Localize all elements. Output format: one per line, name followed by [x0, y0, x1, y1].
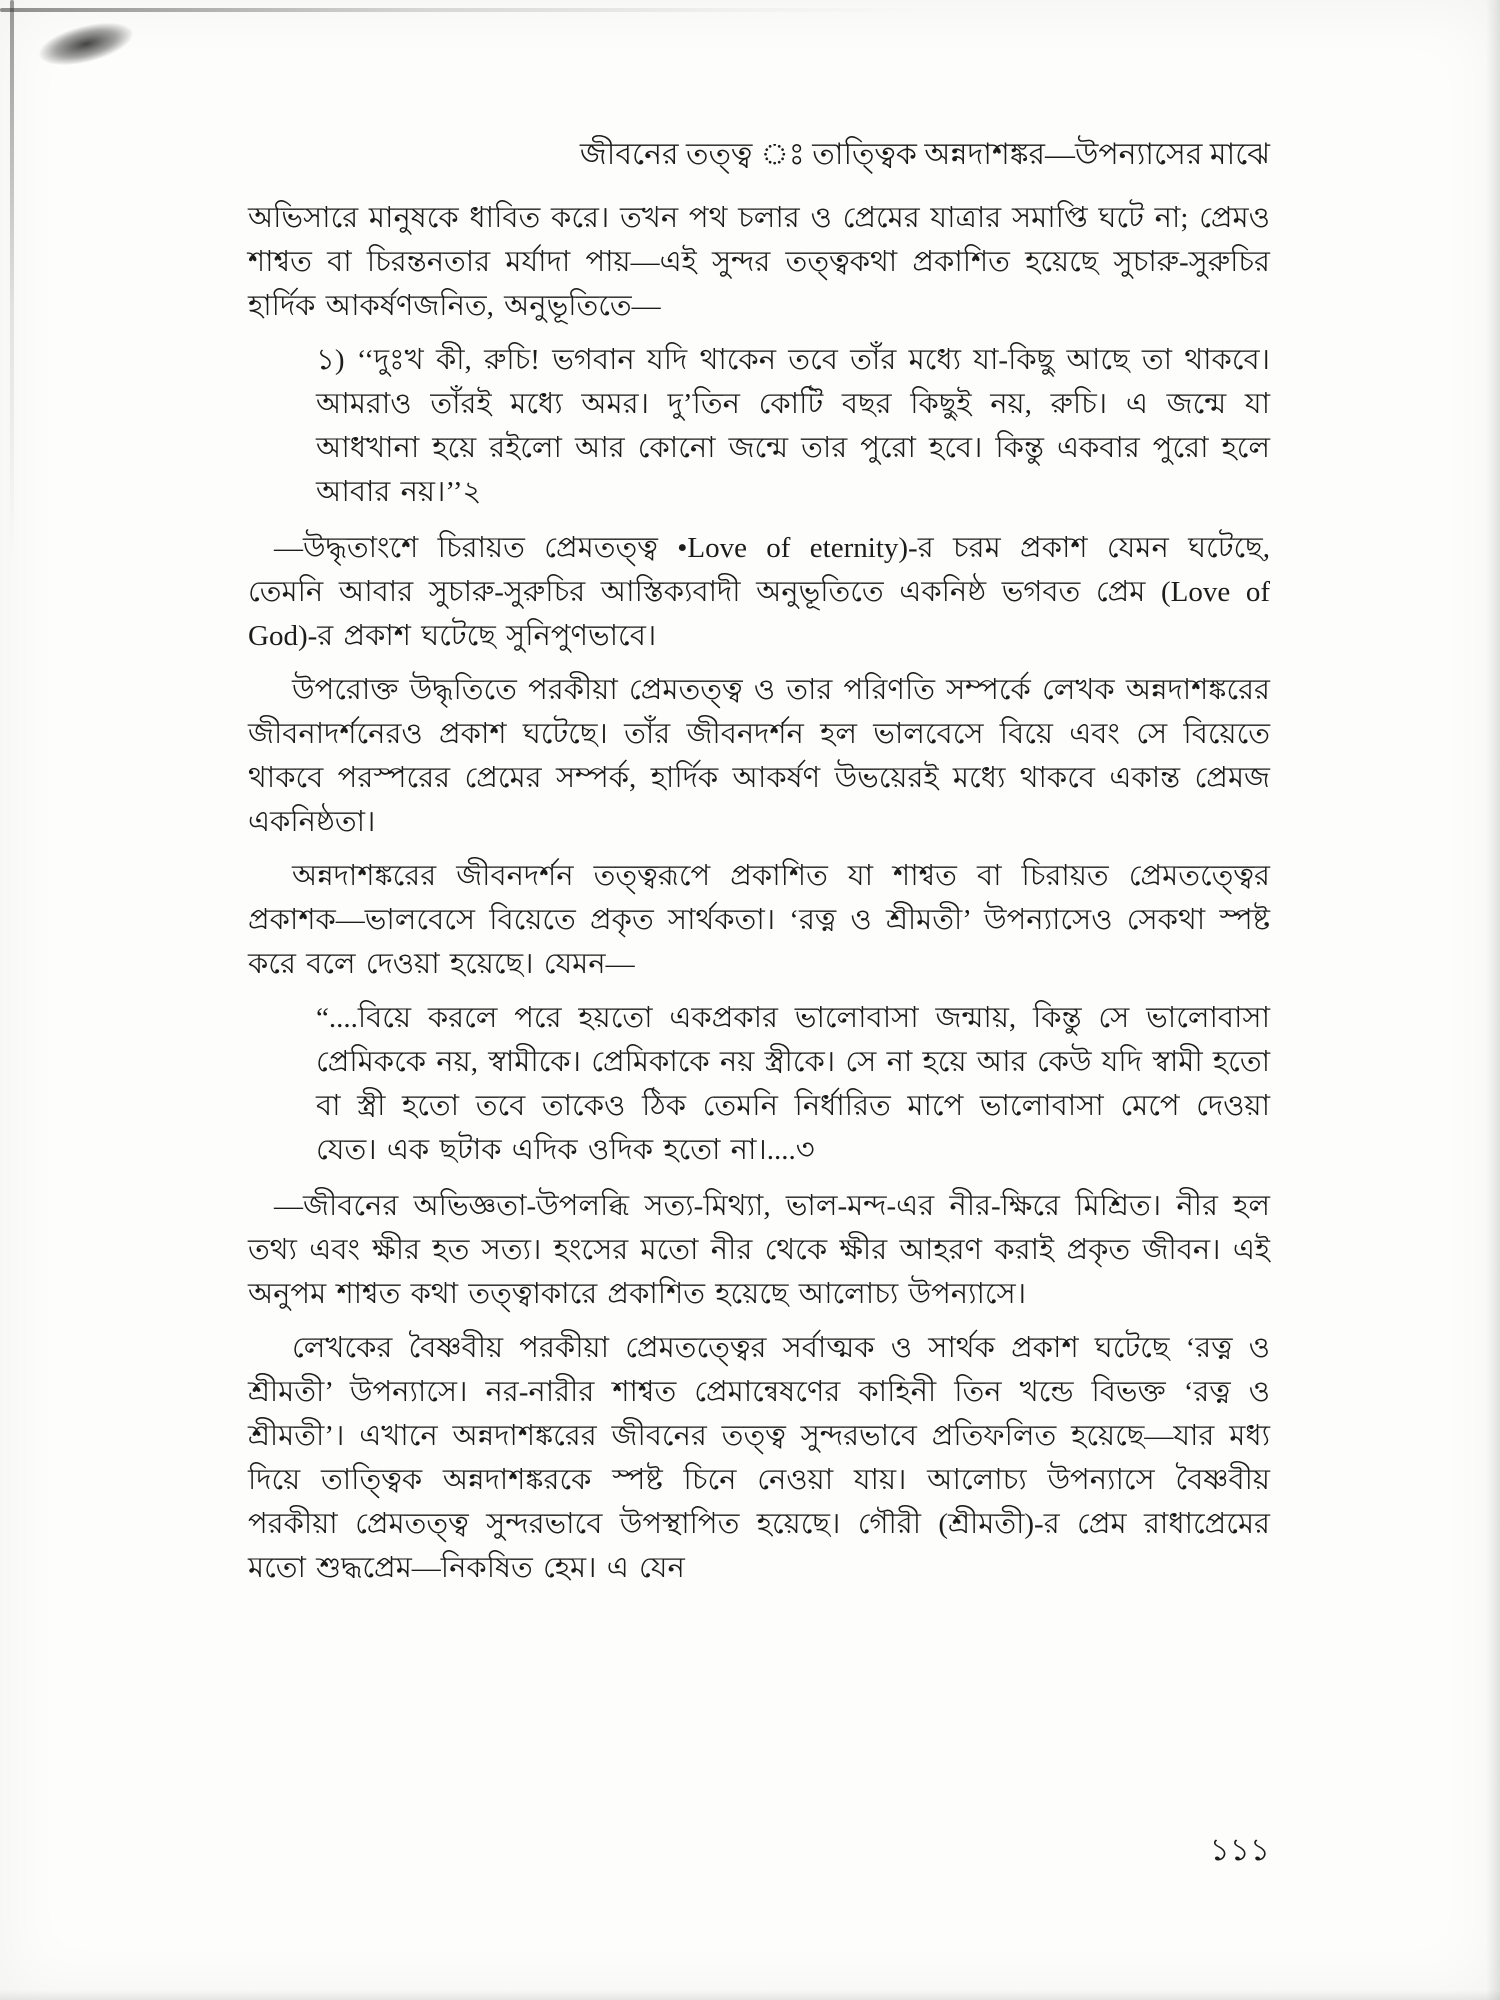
- scan-artifact-top-edge: [0, 8, 930, 12]
- scan-artifact-bottom-edge: [0, 1990, 1500, 2000]
- running-head-title: জীবনের তত্ত্ব ঃ তাত্ত্বিক অন্নদাশঙ্কর—উপন্যাসের মাঝে: [579, 138, 1270, 171]
- page-number: ১১১: [1209, 1832, 1270, 1867]
- page-body: [248, 196, 1270, 1600]
- scan-artifact-left-edge: [10, 0, 14, 560]
- paragraph-body-4: লেখকের বৈষ্ণবীয় পরকীয়া প্রেমতত্ত্বের সর্বাত্মক ও সার্থক প্রকাশ ঘটেছে ‘রত্ন ও শ্রীমতী’ উপন্যাসে। নর-নারীর শাশ্বত প্রেমান্বেষণের কাহিনী তিন খন্ডে বিভক্ত ‘রত্ন ও শ্রীমতী’। এখানে অন্নদাশঙ্করের জীবনের তত্ত্ব সুন্দরভাবে প্রতিফলিত হয়েছে—যার মধ্য দিয়ে তাত্ত্বিক অন্নদাশঙ্করকে স্পষ্ট চিনে নেওয়া যায়। আলোচ্য উপন্যাসে বৈষ্ণবীয় পরকীয়া প্রেমতত্ত্ব সুন্দরভাবে উপস্থাপিত হয়েছে। গৌরী (শ্রীমতী)-র প্রেম রাধাপ্রেমের মতো শুদ্ধপ্রেম—নিকষিত হেম। এ যেন: [248, 1332, 1270, 1584]
- paragraph-body-2: উপরোক্ত উদ্ধৃতিতে পরকীয়া প্রেমতত্ত্ব ও তার পরিণতি সম্পর্কে লেখক অন্নদাশঙ্করের জীবনাদর্শনেরও প্রকাশ ঘটেছে। তাঁর জীবনদর্শন হল ভালবেসে বিয়ে এবং সে বিয়েতে থাকবে পরস্পরের প্রেমের সম্পর্ক, হার্দিক আকর্ষণ উভয়েরই মধ্যে থাকবে একান্ত প্রেমজ একনিষ্ঠতা।: [248, 674, 1270, 838]
- block-quote-1: ১) ‘‘দুঃখ কী, রুচি! ভগবান যদি থাকেন তবে তাঁর মধ্যে যা-কিছু আছে তা থাকবে। আমরাও তাঁরই মধ্যে অমর। দু’তিন কোটি বছর কিছুই নয়, রুচি। এ জন্মে যা আধখানা হয়ে রইলো আর কোনো জন্মে তার পুরো হবে। কিন্তু একবার পুরো হলে আবার নয়।’’২: [316, 344, 1270, 508]
- block-quote-2: “....বিয়ে করলে পরে হয়তো একপ্রকার ভালোবাসা জন্মায়, কিন্তু সে ভালোবাসা প্রেমিককে নয়, স্বামীকে। প্রেমিকাকে নয় স্ত্রীকে। সে না হয়ে আর কেউ যদি স্বামী হতো বা স্ত্রী হতো তবে তাকেও ঠিক তেমনি নির্ধারিত মাপে ভালোবাসা মেপে দেওয়া যেত। এক ছটাক এদিক ওদিক হতো না।....৩: [316, 1002, 1270, 1166]
- paragraph-body-3: অন্নদাশঙ্করের জীবনদর্শন তত্ত্বরূপে প্রকাশিত যা শাশ্বত বা চিরায়ত প্রেমতত্ত্বের প্রকাশক—ভালবেসে বিয়েতে প্রকৃত সার্থকতা। ‘রত্ন ও শ্রীমতী’ উপন্যাসেও সেকথা স্পষ্ট করে বলে দেওয়া হয়েছে। যেমন—: [248, 860, 1270, 980]
- scan-artifact-smudge: [35, 15, 137, 73]
- paragraph-continuation: অভিসারে মানুষকে ধাবিত করে। তখন পথ চলার ও প্রেমের যাত্রার সমাপ্তি ঘটে না; প্রেমও শাশ্বত বা চিরন্তনতার মর্যাদা পায়—এই সুন্দর তত্ত্বকথা প্রকাশিত হয়েছে সুচারু-সুরুচির হার্দিক আকর্ষণজনিত, অনুভূতিতে—: [248, 202, 1270, 322]
- scan-artifact-right-edge: [1486, 0, 1500, 2000]
- paragraph-commentary-2: —জীবনের অভিজ্ঞতা-উপলব্ধি সত্য-মিথ্যা, ভাল-মন্দ-এর নীর-ক্ষিরে মিশ্রিত। নীর হল তথ্য এবং ক্ষীর হত সত্য। হংসের মতো নীর থেকে ক্ষীর আহরণ করাই প্রকৃত জীবন। এই অনুপম শাশ্বত কথা তত্ত্বাকারে প্রকাশিত হয়েছে আলোচ্য উপন্যাসে।: [248, 1190, 1270, 1310]
- paragraph-commentary-1: —উদ্ধৃতাংশে চিরায়ত প্রেমতত্ত্ব •Love of eternity)-র চরম প্রকাশ যেমন ঘটেছে, তেমনি আবার সুচারু-সুরুচির আস্তিক্যবাদী অনুভূতিতে একনিষ্ঠ ভগবত প্রেম (Love of God)-র প্রকাশ ঘটেছে সুনিপুণভাবে।: [248, 532, 1270, 652]
